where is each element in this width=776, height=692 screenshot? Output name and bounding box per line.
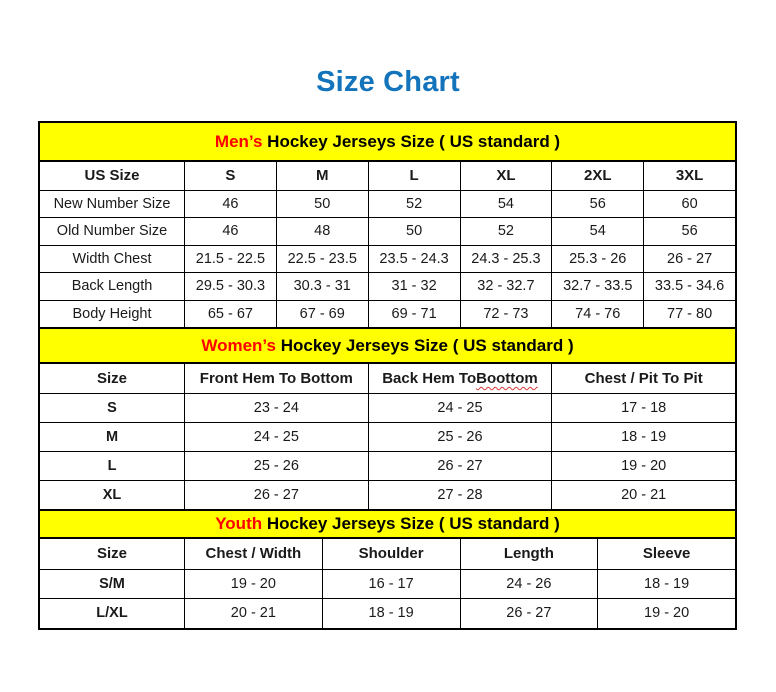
table-cell: 52 <box>460 217 552 245</box>
mens-section-title-red: Men’s <box>214 131 263 151</box>
table-cell: 16 - 17 <box>322 569 460 599</box>
table-cell: 48 <box>276 217 368 245</box>
mens-row-label: New Number Size <box>40 190 184 218</box>
table-cell: 50 <box>368 217 460 245</box>
mens-section-title-rest: Hockey Jerseys Size ( US standard ) <box>262 131 561 151</box>
mens-row-label: Body Height <box>40 300 184 328</box>
table-cell: 25 - 26 <box>368 422 552 451</box>
table-cell: 67 - 69 <box>276 300 368 328</box>
table-cell: 33.5 - 34.6 <box>643 272 735 300</box>
youth-row-label: S/M <box>40 569 184 599</box>
table-cell: 26 - 27 <box>368 451 552 480</box>
table-cell: 24.3 - 25.3 <box>460 245 552 273</box>
mens-col-header: 2XL <box>551 162 643 190</box>
youth-section-header <box>40 509 735 539</box>
mens-section-header <box>40 123 735 162</box>
table-cell: 24 - 26 <box>460 569 598 599</box>
mens-col-header: M <box>276 162 368 190</box>
table-cell: 77 - 80 <box>643 300 735 328</box>
table-cell: 20 - 21 <box>184 598 322 628</box>
youth-section-title-red: Youth <box>215 514 263 533</box>
table-cell: 72 - 73 <box>460 300 552 328</box>
table-cell: 69 - 71 <box>368 300 460 328</box>
table-cell: 60 <box>643 190 735 218</box>
table-cell: 17 - 18 <box>551 393 735 422</box>
table-cell: 54 <box>460 190 552 218</box>
mens-col-header: S <box>184 162 276 190</box>
womens-row-label: L <box>40 451 184 480</box>
womens-col-header-back-prefix: Back Hem To <box>382 370 477 387</box>
table-cell: 50 <box>276 190 368 218</box>
womens-section-title-rest: Hockey Jerseys Size ( US standard ) <box>275 335 574 355</box>
table-cell: 26 - 27 <box>184 480 368 509</box>
table-cell: 32.7 - 33.5 <box>551 272 643 300</box>
table-cell: 65 - 67 <box>184 300 276 328</box>
mens-col-header: L <box>368 162 460 190</box>
mens-table <box>40 162 735 327</box>
table-cell: 46 <box>184 217 276 245</box>
table-cell: 52 <box>368 190 460 218</box>
table-cell: 18 - 19 <box>551 422 735 451</box>
youth-section-title <box>215 514 560 534</box>
youth-row-label: L/XL <box>40 598 184 628</box>
table-cell: 29.5 - 30.3 <box>184 272 276 300</box>
youth-col-header: Size <box>96 545 127 563</box>
table-cell: 18 - 19 <box>322 598 460 628</box>
table-cell: 30.3 - 31 <box>276 272 368 300</box>
table-cell: 25 - 26 <box>184 451 368 480</box>
youth-col-header: Sleeve <box>597 539 735 569</box>
youth-col-header: Chest / Width <box>184 539 322 569</box>
mens-row-label: Back Length <box>40 272 184 300</box>
womens-row-label: XL <box>40 480 184 509</box>
table-cell: 56 <box>551 190 643 218</box>
table-cell: 19 - 20 <box>597 598 735 628</box>
table-cell: 22.5 - 23.5 <box>276 245 368 273</box>
womens-section-header <box>40 327 735 364</box>
womens-col-header-back-misspelled-word: Boottom <box>476 370 538 387</box>
table-cell: 21.5 - 22.5 <box>184 245 276 273</box>
mens-col-header: XL <box>460 162 552 190</box>
womens-col-header: Chest / Pit To Pit <box>551 364 735 393</box>
table-cell: 19 - 20 <box>184 569 322 599</box>
mens-col-header: 3XL <box>643 162 735 190</box>
table-cell: 27 - 28 <box>368 480 552 509</box>
table-cell: 74 - 76 <box>551 300 643 328</box>
womens-table <box>40 364 735 509</box>
table-cell: 26 - 27 <box>460 598 598 628</box>
mens-section-title <box>215 132 560 152</box>
table-cell: 23.5 - 24.3 <box>368 245 460 273</box>
table-cell: 26 - 27 <box>643 245 735 273</box>
table-cell: 25.3 - 26 <box>551 245 643 273</box>
womens-col-header: Front Hem To Bottom <box>184 364 368 393</box>
table-cell: 24 - 25 <box>368 393 552 422</box>
table-cell: 23 - 24 <box>184 393 368 422</box>
table-cell: 46 <box>184 190 276 218</box>
table-cell: 32 - 32.7 <box>460 272 552 300</box>
womens-row-label: S <box>40 393 184 422</box>
table-cell: 20 - 21 <box>551 480 735 509</box>
mens-row-label: Width Chest <box>40 245 184 273</box>
youth-col-header: Length <box>460 539 598 569</box>
page-title: Size Chart <box>316 66 460 98</box>
womens-section-title-red: Women’s <box>201 335 276 355</box>
womens-row-label: M <box>40 422 184 451</box>
table-cell: 31 - 32 <box>368 272 460 300</box>
womens-section-title <box>201 336 573 356</box>
table-cell: 18 - 19 <box>597 569 735 599</box>
youth-section-title-rest: Hockey Jerseys Size ( US standard ) <box>262 514 560 533</box>
youth-col-header: Shoulder <box>322 539 460 569</box>
table-cell: 19 - 20 <box>551 451 735 480</box>
table-cell: 56 <box>643 217 735 245</box>
table-cell: 24 - 25 <box>184 422 368 451</box>
womens-col-header <box>368 364 552 393</box>
table-cell: 54 <box>551 217 643 245</box>
youth-table <box>40 539 735 628</box>
size-chart-table <box>38 121 737 630</box>
mens-col-header: US Size <box>84 167 140 185</box>
womens-col-header: Size <box>96 370 127 387</box>
mens-row-label: Old Number Size <box>40 217 184 245</box>
